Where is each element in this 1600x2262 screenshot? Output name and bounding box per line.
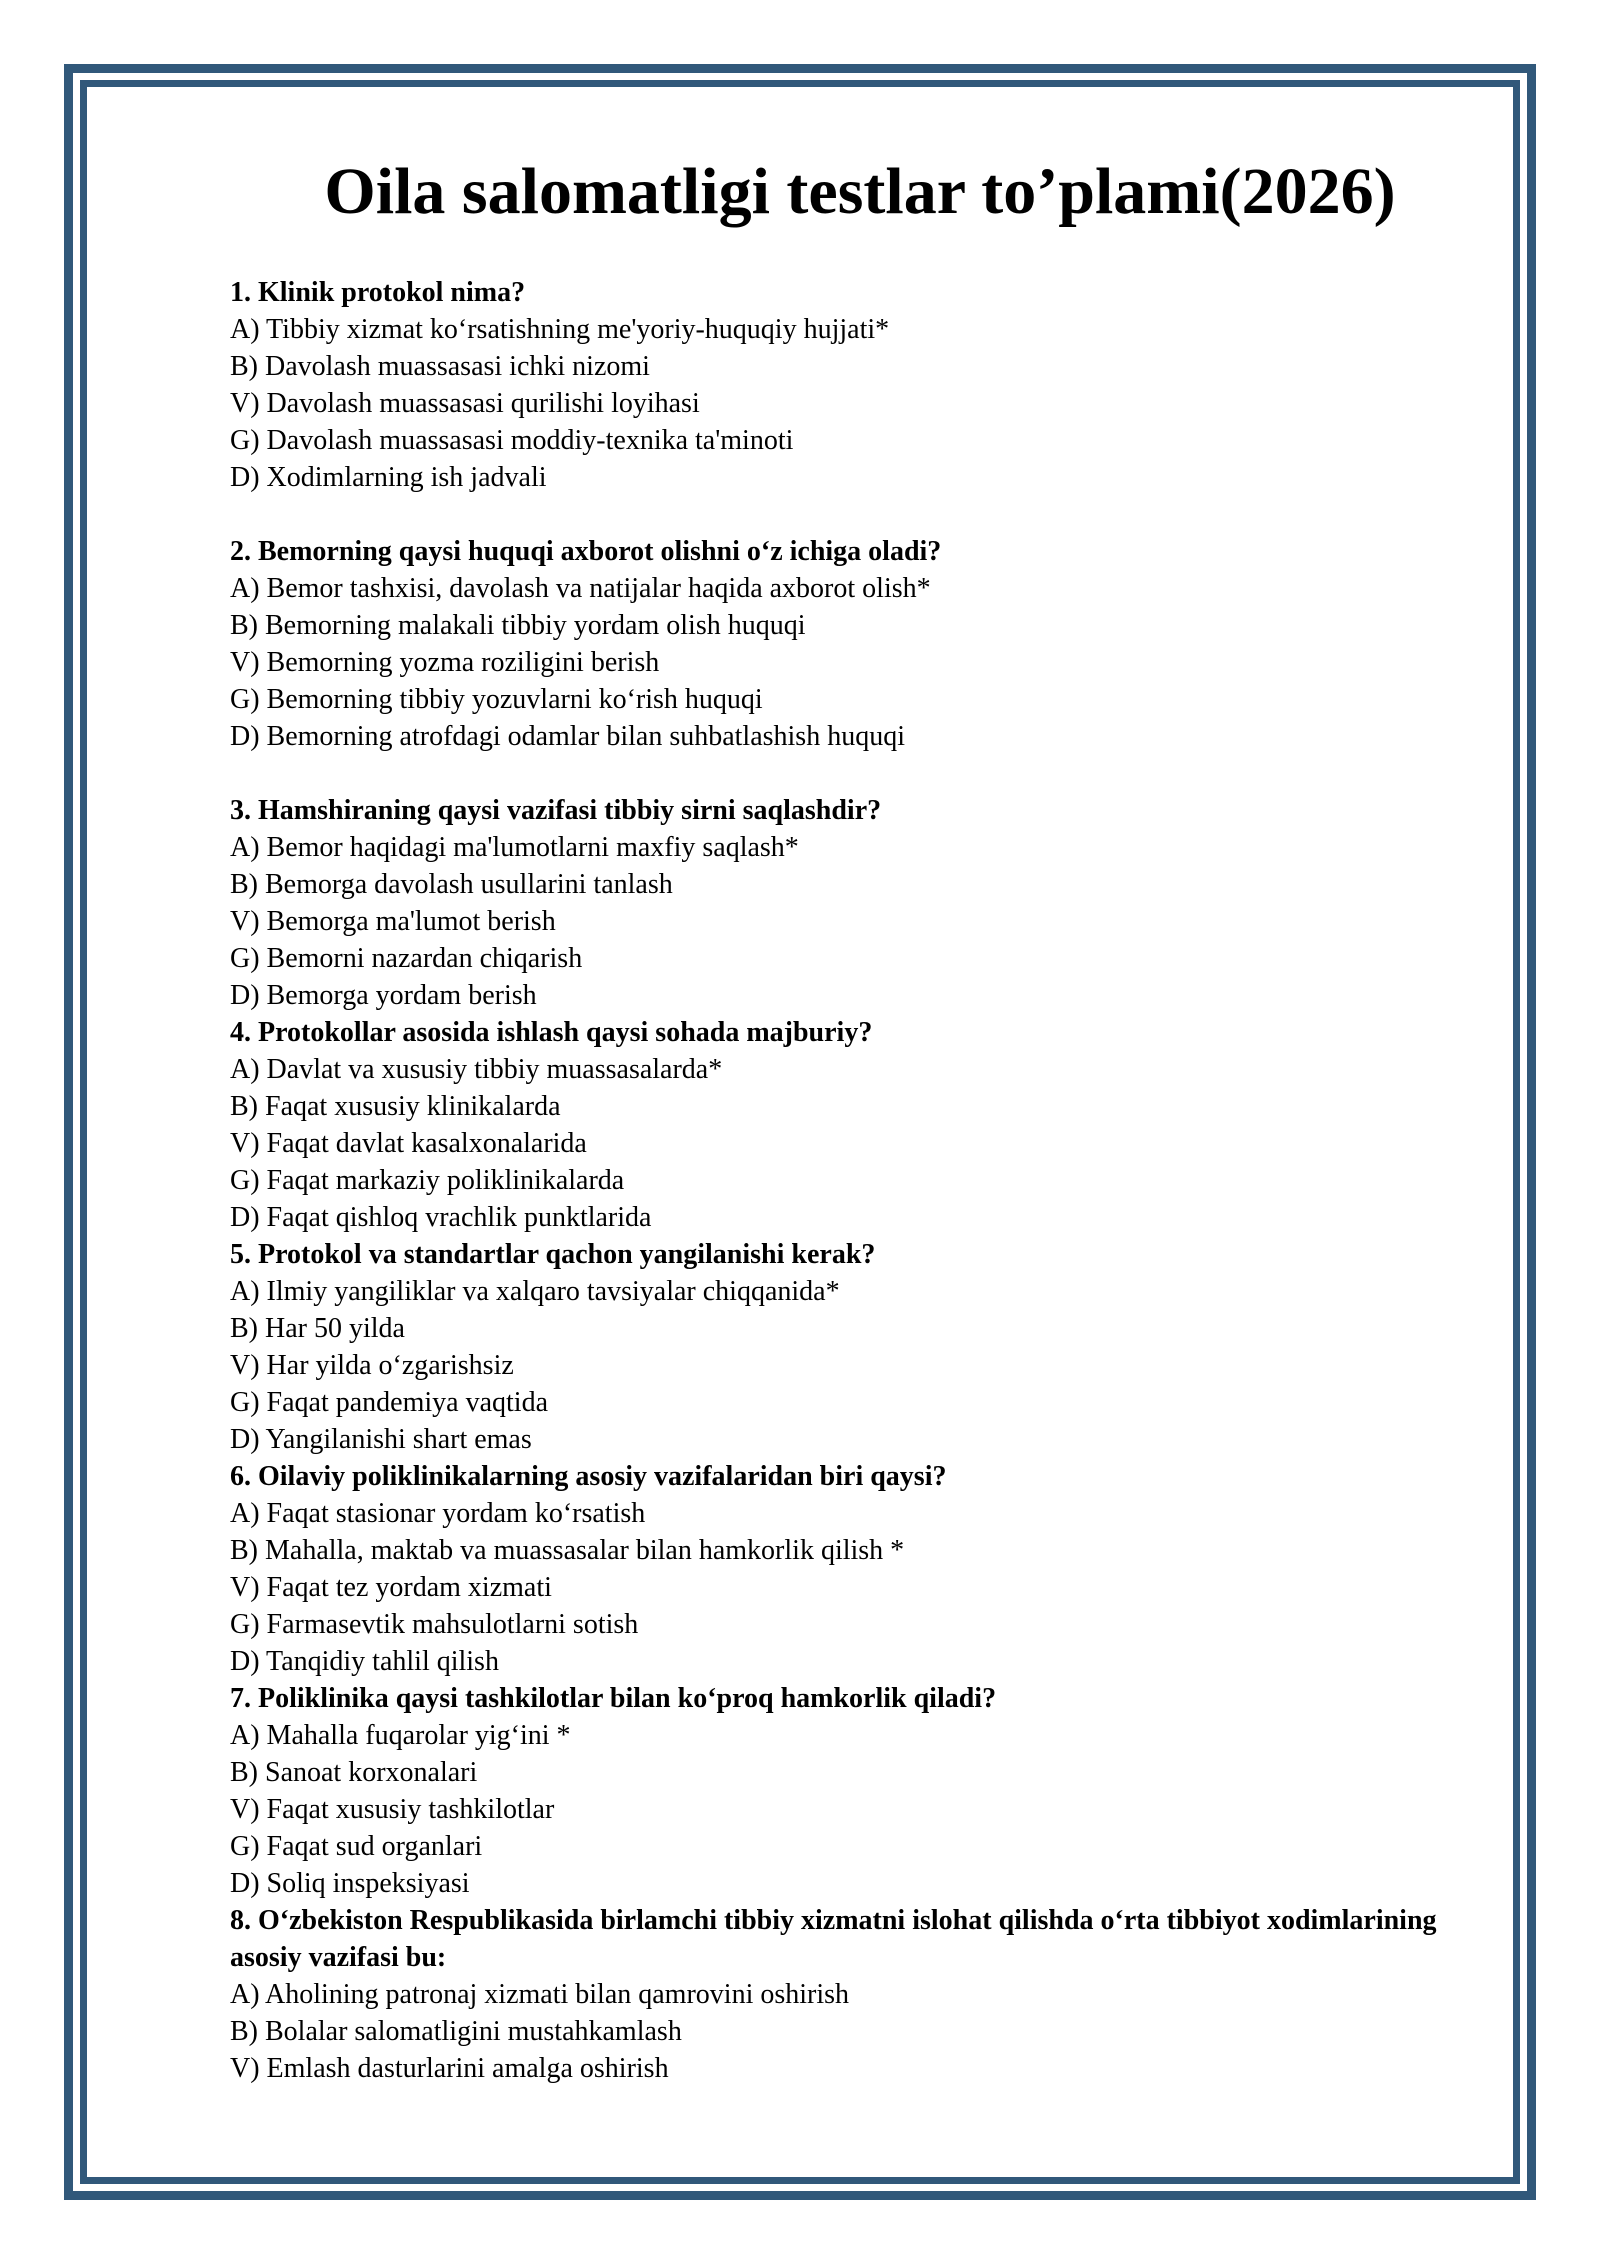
page-title: Oila salomatligi testlar to’plami(2026) — [324, 155, 1396, 228]
question-text: 5. Protokol va standartlar qachon yangilanishi kerak? — [230, 1239, 876, 1270]
answer-option-v: V) Davolash muassasasi qurilishi loyihasi — [230, 388, 700, 419]
answer-option-b: B) Faqat xususiy klinikalarda — [230, 1091, 561, 1122]
question-text: 1. Klinik protokol nima? — [230, 277, 526, 308]
question-text: 3. Hamshiraning qaysi vazifasi tibbiy sirni saqlashdir? — [230, 795, 882, 826]
answer-option-d: D) Tanqidiy tahlil qilish — [230, 1646, 499, 1677]
answer-option-d: D) Xodimlarning ish jadvali — [230, 462, 547, 493]
answer-option-g: G) Faqat sud organlari — [230, 1831, 483, 1862]
answer-option-v: V) Faqat tez yordam xizmati — [230, 1572, 552, 1603]
answer-option-a: A) Faqat stasionar yordam ko‘rsatish — [230, 1498, 646, 1529]
answer-option-g: G) Davolash muassasasi moddiy-texnika ta'minoti — [230, 425, 794, 456]
question-4 — [230, 1014, 1450, 1236]
answer-option-a: A) Tibbiy xizmat ko‘rsatishning me'yoriy-huquqiy hujjati* — [230, 314, 890, 345]
question-3 — [230, 792, 1450, 1014]
question-text: 2. Bemorning qaysi huquqi axborot olishni o‘z ichiga oladi? — [230, 536, 942, 567]
question-list — [230, 274, 1450, 2087]
answer-option-d: D) Yangilanishi shart emas — [230, 1424, 532, 1455]
answer-option-v: V) Har yilda o‘zgarishsiz — [230, 1350, 514, 1381]
answer-option-b: B) Mahalla, maktab va muassasalar bilan hamkorlik qilish * — [230, 1535, 905, 1566]
question-5 — [230, 1236, 1450, 1458]
answer-option-v: V) Faqat xususiy tashkilotlar — [230, 1794, 555, 1825]
answer-option-d: D) Bemorning atrofdagi odamlar bilan suhbatlashish huquqi — [230, 721, 905, 752]
question-text: 8. O‘zbekiston Respublikasida birlamchi tibbiy xizmatni islohat qilishda o‘rta tibbiyot xodimlarining asosiy vazifasi bu: — [230, 1905, 1437, 1973]
answer-option-v: V) Emlash dasturlarini amalga oshirish — [230, 2053, 669, 2084]
question-2 — [230, 533, 1450, 755]
answer-option-a: A) Aholining patronaj xizmati bilan qamrovini oshirish — [230, 1979, 850, 2010]
answer-option-a: A) Mahalla fuqarolar yig‘ini * — [230, 1720, 571, 1751]
answer-option-g: G) Farmasevtik mahsulotlarni sotish — [230, 1609, 639, 1640]
answer-option-v: V) Bemorga ma'lumot berish — [230, 906, 556, 937]
answer-option-d: D) Soliq inspeksiyasi — [230, 1868, 470, 1899]
question-text: 7. Poliklinika qaysi tashkilotlar bilan ko‘proq hamkorlik qiladi? — [230, 1683, 997, 1714]
answer-option-a: A) Ilmiy yangiliklar va xalqaro tavsiyalar chiqqanida* — [230, 1276, 840, 1307]
answer-option-d: D) Faqat qishloq vrachlik punktlarida — [230, 1202, 652, 1233]
question-7 — [230, 1680, 1450, 1902]
question-1 — [230, 274, 1450, 496]
answer-option-g: G) Faqat markaziy poliklinikalarda — [230, 1165, 625, 1196]
answer-option-b: B) Bemorning malakali tibbiy yordam olish huquqi — [230, 610, 806, 641]
answer-option-b: B) Har 50 yilda — [230, 1313, 405, 1344]
answer-option-b: B) Sanoat korxonalari — [230, 1757, 478, 1788]
answer-option-a: A) Bemor haqidagi ma'lumotlarni maxfiy saqlash* — [230, 832, 799, 863]
answer-option-d: D) Bemorga yordam berish — [230, 980, 537, 1011]
answer-option-b: B) Bemorga davolash usullarini tanlash — [230, 869, 673, 900]
answer-option-a: A) Davlat va xususiy tibbiy muassasalarda* — [230, 1054, 723, 1085]
answer-option-b: B) Davolash muassasasi ichki nizomi — [230, 351, 650, 382]
answer-option-g: G) Faqat pandemiya vaqtida — [230, 1387, 549, 1418]
question-6 — [230, 1458, 1450, 1680]
answer-option-v: V) Bemorning yozma roziligini berish — [230, 647, 660, 678]
answer-option-v: V) Faqat davlat kasalxonalarida — [230, 1128, 587, 1159]
answer-option-g: G) Bemorni nazardan chiqarish — [230, 943, 583, 974]
answer-option-g: G) Bemorning tibbiy yozuvlarni ko‘rish huquqi — [230, 684, 763, 715]
answer-option-a: A) Bemor tashxisi, davolash va natijalar haqida axborot olish* — [230, 573, 931, 604]
question-text: 4. Protokollar asosida ishlash qaysi sohada majburiy? — [230, 1017, 873, 1048]
question-8 — [230, 1902, 1450, 2087]
answer-option-b: B) Bolalar salomatligini mustahkamlash — [230, 2016, 682, 2047]
question-text: 6. Oilaviy poliklinikalarning asosiy vazifalaridan biri qaysi? — [230, 1461, 947, 1492]
